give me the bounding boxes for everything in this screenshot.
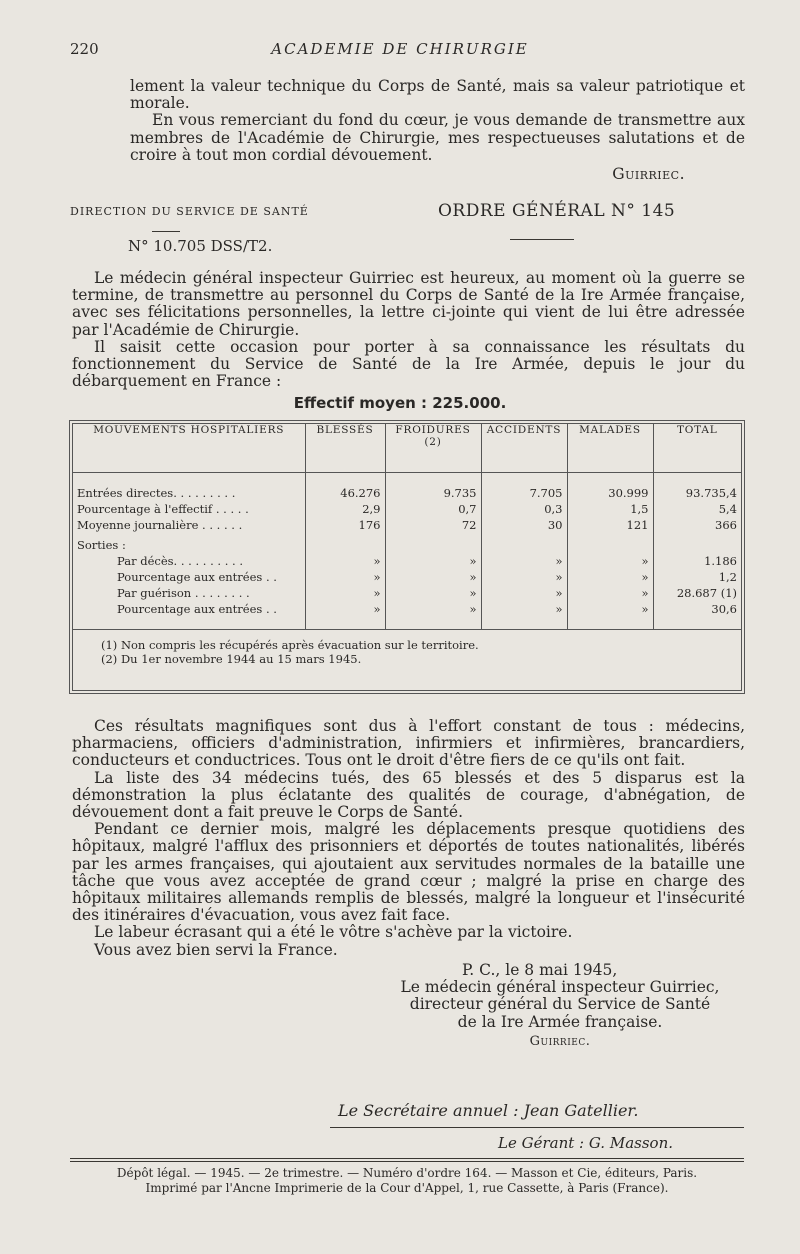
table-cell: 176 [305,517,385,533]
direction-rule [152,231,180,232]
table-cell: 30,6 [711,602,737,616]
credits-rule [330,1127,744,1128]
table-cell: » [305,553,385,569]
order-number: N° 10.705 DSS/T2. [128,237,273,255]
effectif-moyen: Effectif moyen : 225.000. [293,394,507,412]
table-cell: 93.735,4 [685,486,737,500]
table-cell: » [305,585,385,601]
running-title: ACADEMIE DE CHIRURGIE [271,40,529,58]
table-row [73,585,741,601]
table-row [73,485,741,501]
secretaire-line: Le Secrétaire annuel : Jean Gatellier. [338,1101,639,1120]
table-cell: » [385,601,481,617]
table-cell: » [305,601,385,617]
row-label: Pourcentage aux entrées . . [73,569,305,585]
table-row [73,517,741,533]
table-cell: » [481,553,567,569]
page-number: 220 [70,40,99,58]
direction-label: DIRECTION DU SERVICE DE SANTÉ [70,205,309,218]
row-label: Moyenne journalière . . . . . . [73,517,305,533]
table-cell: 46.276 [305,485,385,501]
letter-paragraph: En vous remerciant du fond du cœur, je vous demande de transmettre aux membres de l'Académie de Chirurgie, mes respectueuses salutations et de croire à tout mon cordial dévouement. [130,111,745,164]
table-header: ACCIDENTS [481,424,567,473]
order-body [72,270,745,390]
closing-paragraph: La liste des 34 médecins tués, des 65 blessés et des 5 disparus est la démonstration la plus éclatante des qualités de courage, d'abnégation, de dévouement dont a fait preuve le Corps de Santé. [72,768,745,822]
table-cell: » [305,569,385,585]
table-row [73,553,741,569]
table-row [73,569,741,585]
row-label: Par décès. . . . . . . . . . [73,553,305,569]
signoff-block [370,962,750,1050]
table-cell: 121 [567,517,653,533]
letter-paragraph: lement la valeur technique du Corps de Santé, mais sa valeur patriotique et morale. [130,77,745,113]
table-cell: 1,5 [567,501,653,517]
title-rule [510,239,574,240]
table-cell: 72 [385,517,481,533]
table-cell: 5,4 [718,502,737,516]
depot-legal: Dépôt légal. — 1945. — 2e trimestre. — Numéro d'ordre 164. — Masson et Cie, éditeurs, Paris. [116,1166,698,1180]
table-header: MALADES [567,424,653,473]
table-cell: 1,2 [718,570,737,584]
letter-end [130,78,745,183]
table-cell: » [481,585,567,601]
statistics-table-frame [72,423,742,691]
table-cell: » [567,569,653,585]
table-cell: 0,3 [481,501,567,517]
row-label: Par guérison . . . . . . . . [73,585,305,601]
statistics-table [73,424,741,629]
letter-signature: Guirriec. [612,165,685,184]
closing-paragraph: Le labeur écrasant qui a été le vôtre s'achève par la victoire. [94,923,573,942]
closing-paragraph: Ces résultats magnifiques sont dus à l'effort constant de tous : médecins, pharmaciens, officiers d'administration, infirmiers et infirmières, brancardiers, conducteurs et conductrices. Tous ont le droit d'être fiers de ce qu'ils ont fait. [72,717,745,770]
row-label: Entrées directes. . . . . . . . . [73,485,305,501]
table-cell: 7.705 [481,485,567,501]
table-cell: 2,9 [305,501,385,517]
signoff-line: Le médecin général inspecteur Guirriec, [400,978,720,997]
gerant-line: Le Gérant : G. Masson. [498,1134,673,1152]
table-header: BLESSÉS [305,424,385,473]
table-cell: » [385,569,481,585]
table-row [73,533,741,553]
order-paragraph: Il saisit cette occasion pour porter à sa connaissance les résultats du fonctionnement du Service de Santé de la Ire Armée, depuis le jour du débarquement en France : [72,337,745,391]
table-row [73,601,741,617]
table-note: (1) Non compris les récupérés après évacuation sur le territoire. [101,638,479,652]
table-header-row [73,424,741,473]
table-notes [73,629,741,676]
signoff-signature: Guirriec. [529,1033,591,1049]
sorties-label: Sorties : [73,533,305,553]
table-cell: 28.687 (1) [676,586,737,600]
row-label: Pourcentage aux entrées . . [73,601,305,617]
order-title: ORDRE GÉNÉRAL N° 145 [438,201,676,221]
closing-paragraph: Pendant ce dernier mois, malgré les déplacements presque quotidiens des hôpitaux, malgré l'afflux des prisonniers et déportés de toutes nationalités, libérés par les armes françaises, qui ajoutaient aux servitudes normales de la bataille une tâche que vous avez acceptée de grand cœur ; malgré la prise en charge des hôpitaux militaires allemands remplis de blessés, malgré la longueur et l'insécurité des itinéraires d'évacuation, vous avez fait face. [72,820,745,925]
row-label: Pourcentage à l'effectif . . . . . [73,501,305,517]
closing-body [72,718,745,959]
table-row [73,501,741,517]
footer [70,1166,744,1196]
footer-rule-double [70,1161,744,1162]
signoff-date: P. C., le 8 mai 1945, [462,961,618,979]
order-paragraph: Le médecin général inspecteur Guirriec est heureux, au moment où la guerre se termine, de transmettre au personnel du Corps de Santé de la Ire Armée française, avec ses félicitations personnelles, la lettre ci-jointe qui vient de lui être adressée par l'Académie de Chirurgie. [72,269,745,339]
table-header: FROIDURES (2) [385,424,481,473]
table-cell: » [567,553,653,569]
table-note: (2) Du 1er novembre 1944 au 15 mars 1945. [101,652,362,666]
table-cell: 1.186 [704,554,737,568]
imprimeur: Imprimé par l'Ancne Imprimerie de la Cour d'Appel, 1, rue Cassette, à Paris (France). [145,1181,669,1195]
footer-rule [70,1158,744,1159]
table-cell: 0,7 [385,501,481,517]
table-header: MOUVEMENTS HOSPITALIERS [73,424,305,473]
table-cell: » [481,601,567,617]
table-cell: » [481,569,567,585]
table-cell: 366 [715,518,737,532]
table-cell: » [385,553,481,569]
signoff-line: directeur général du Service de Santé [409,995,711,1014]
closing-paragraph: Vous avez bien servi la France. [94,940,338,959]
table-cell: 9.735 [385,485,481,501]
table-cell: » [567,585,653,601]
table-header: TOTAL [653,424,741,473]
signoff-line: de la Ire Armée française. [457,1012,663,1031]
table-cell: 30.999 [567,485,653,501]
table-cell: » [567,601,653,617]
table-cell: » [385,585,481,601]
table-cell: 30 [481,517,567,533]
